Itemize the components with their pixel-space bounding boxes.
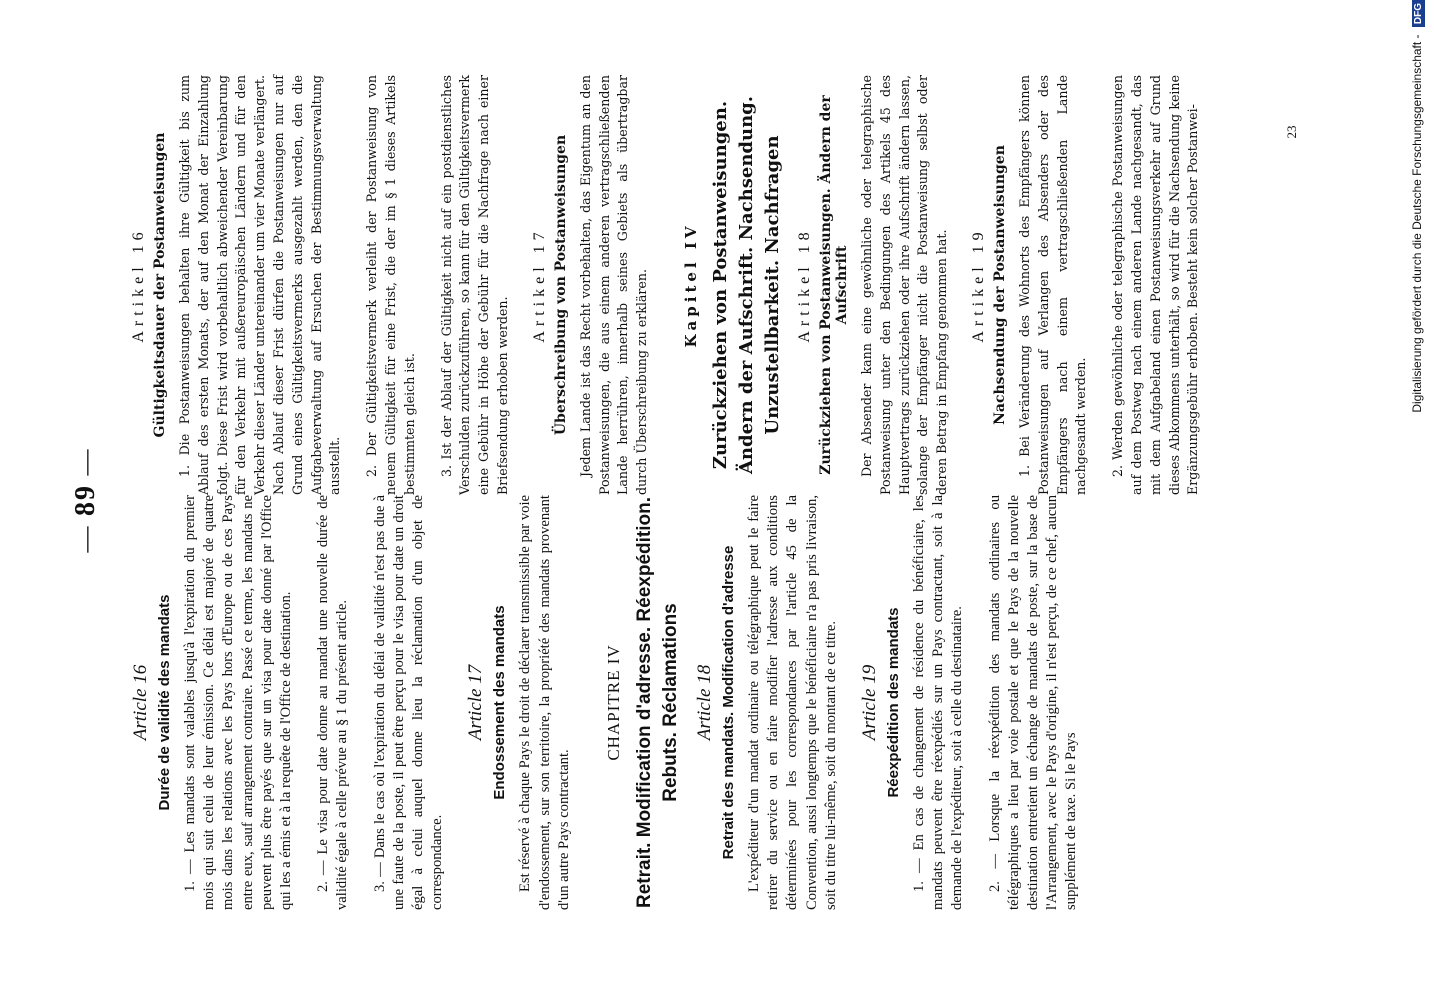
german-column (120, 75, 1221, 495)
article-16-para-2-fr: 2. — Le visa pour date donne au mandat une nouvelle durée de validité égale à celle prévue au § 1 du présent article. (315, 495, 351, 910)
article-18-para-1-de: Der Absender kann eine gewöhnliche oder telegraphische Postanweisung unter den Bedingungen des Artikels 45 des Hauptvertrags zurückziehen oder ihre Aufschrift ändern lassen, solange der Empfänger nicht die Postanweisung selbst oder deren Betrag in Empfang genommen hat. (858, 75, 950, 495)
article-19-para-1-de: 1. Bei Veränderung des Wohnorts des Empfängers können Postanweisungen auf Verlangen des Absenders oder des Empfängers nach einem vertragschließenden Lande nachgesandt werden. (1016, 75, 1089, 495)
dfg-credit-text: Digitalisierung gefördert durch die Deutsche Forschungsgemeinschaft - (1410, 34, 1424, 413)
chapter-label-fr: CHAPITRE IV (604, 644, 624, 761)
article-16-label-fr: Article 16 (130, 664, 151, 741)
article-19-para-1-fr: 1. — En cas de changement de résidence du bénéficiaire, les mandats peuvent être réexpédiés sur un Pays contractant, soit à la demande de l'expéditeur, soit à celle du destinataire. (911, 495, 966, 910)
article-17-para-1-de: Jedem Lande ist das Recht vorbehalten, das Eigentum an den Postanweisungen, die aus einem anderen vertragschließenden Lande herrühren, innerhalb seines Gebiets als übertragbar durch Überschreibung zu erklären. (577, 75, 650, 495)
article-19-heading-de: Nachsendung der Postanweisungen (991, 145, 1008, 425)
page-number-value: 89 (70, 484, 101, 516)
article-17-heading-fr: Endossement des mandats (491, 605, 509, 800)
chapter-title-de: Zurückziehen von Postanweisungen. Ändern der Aufschrift. Nachsendung. Unzustellbarkeit. Nachfragen (709, 95, 783, 475)
french-column (120, 495, 1100, 910)
article-16-para-3-fr: 3. — Dans le cas où l'expiration du délai de validité n'est pas due à une faute de la poste, il peut être perçu pour le visa pour date un droit égal à celui auquel donne lieu la réclamation d'un objet de correspondance. (371, 495, 446, 910)
article-18-para-1-fr: L'expéditeur d'un mandat ordinaire ou télégraphique peut le faire retirer du service ou en faire modifier l'adresse aux conditions déterminées pour les correspondances par l'article 45 de la Convention, aussi longtemps que le bénéficiaire n'a pas pris livraison, soit du titre lui-même, soit du montant de ce titre. (746, 495, 839, 910)
article-16-para-3-de: 3. Ist der Ablauf der Gültigkeit nicht auf ein postdienstliches Verschulden zurückzuführen, so kann für den Gültigkeitsvermerk eine Gebühr in Höhe der Gebühr für die Nachfrage nach einer Briefsendung erhoben werden. (438, 75, 510, 495)
article-19-label-fr: Article 19 (859, 664, 881, 741)
article-17-label-de: Artikel 17 (530, 227, 548, 343)
article-16-label-de: Artikel 16 (130, 227, 147, 343)
article-19-label-de: Artikel 19 (969, 227, 987, 343)
chapter-label-de: Kapitel IV (681, 222, 700, 348)
article-18-label-de: Artikel 18 (795, 227, 813, 343)
article-19-para-2-fr: 2. — Lorsque la réexpédition des mandats ordinaires ou télégraphiques a lieu par voie postale et que le Pays de la nouvelle destination entretient un échange de mandats de poste, sur la base de l'Arrangement, avec le Pays d'origine, il n'est perçu, de ce chef, aucun supplément de taxe. Si le Pays (986, 495, 1080, 910)
article-16-para-1-fr: 1. — Les mandats sont valables jusqu'à l'expiration du premier mois qui suit celui de leur émission. Ce délai est majoré de quatre mois dans les relations avec les Pays hors d'Europe ou de ces Pays entre eux, sauf arrangement contraire. Passé ce terme, les mandats ne peuvent plus être payés que sur un visa pour date donné par l'Office qui les a émis et à la requête de l'Office de destination. (182, 495, 295, 910)
article-17-para-1-fr: Est réservé à chaque Pays le droit de déclarer transmissible par voie d'endossement, sur son territoire, la propriété des mandats provenant d'un autre Pays contractant. (517, 495, 572, 910)
article-16-heading-fr: Durée de validité des mandats (156, 594, 173, 811)
dfg-logo: DFG (1412, 0, 1425, 27)
dfg-credit (1410, 0, 1425, 1000)
article-16-para-1-de: 1. Die Postanweisungen behalten ihre Gültigkeit bis zum Ablauf des ersten Monats, der auf den Monat der Einzahlung folgt. Diese Frist wird vorbehaltlich abweichender Vereinbarung für den Verkehr mit außereuropäischen Ländern und für den Verkehr dieser Länder untereinander um vier Monate verlängert. Nach Ablauf dieser Frist dürfen die Postanweisungen nur auf Grund eines Gültigkeitsvermerks ausgezahlt werden, den die Aufgabeverwaltung auf Ersuchen der Bestimmungsverwaltung ausstellt. (177, 75, 343, 495)
article-18-heading-de: Zurückziehen von Postanweisungen. Ändern der Aufschrift (817, 95, 850, 475)
article-18-label-fr: Article 18 (694, 664, 716, 741)
signature-number: 23 (1284, 125, 1299, 139)
article-18-heading-fr: Retrait des mandats. Modification d'adresse (720, 545, 738, 860)
article-19-heading-fr: Réexpédition des mandats (885, 607, 903, 798)
article-17-heading-de: Überschreibung von Postanweisungen (552, 134, 569, 436)
chapter-title-fr: Retrait. Modification d'adresse. Réexpédition. Rebuts. Réclamations (634, 497, 682, 908)
article-19-para-2-de: 2. Werden gewöhnliche oder telegraphische Postanweisungen auf dem Postweg nach einem anderen Lande nachgesandt, das mit dem Aufgabeland einen Postanweisungsverkehr auf Grund dieses Abkommens unterhält, so wird für die Nachsendung keine Ergänzungsgebühr erhoben. Besteht kein solcher Postanwei- (1110, 75, 1201, 495)
article-17-label-fr: Article 17 (465, 664, 487, 741)
article-16-para-2-de: 2. Der Gültigkeitsvermerk verleiht der Postanweisung von neuem Gültigkeit für eine Frist, die der im § 1 dieses Artikels bestimmten gleich ist. (364, 75, 417, 495)
page-number: — 89 — (70, 447, 101, 553)
article-16-heading-de: Gültigkeitsdauer der Postanweisungen (152, 132, 168, 438)
